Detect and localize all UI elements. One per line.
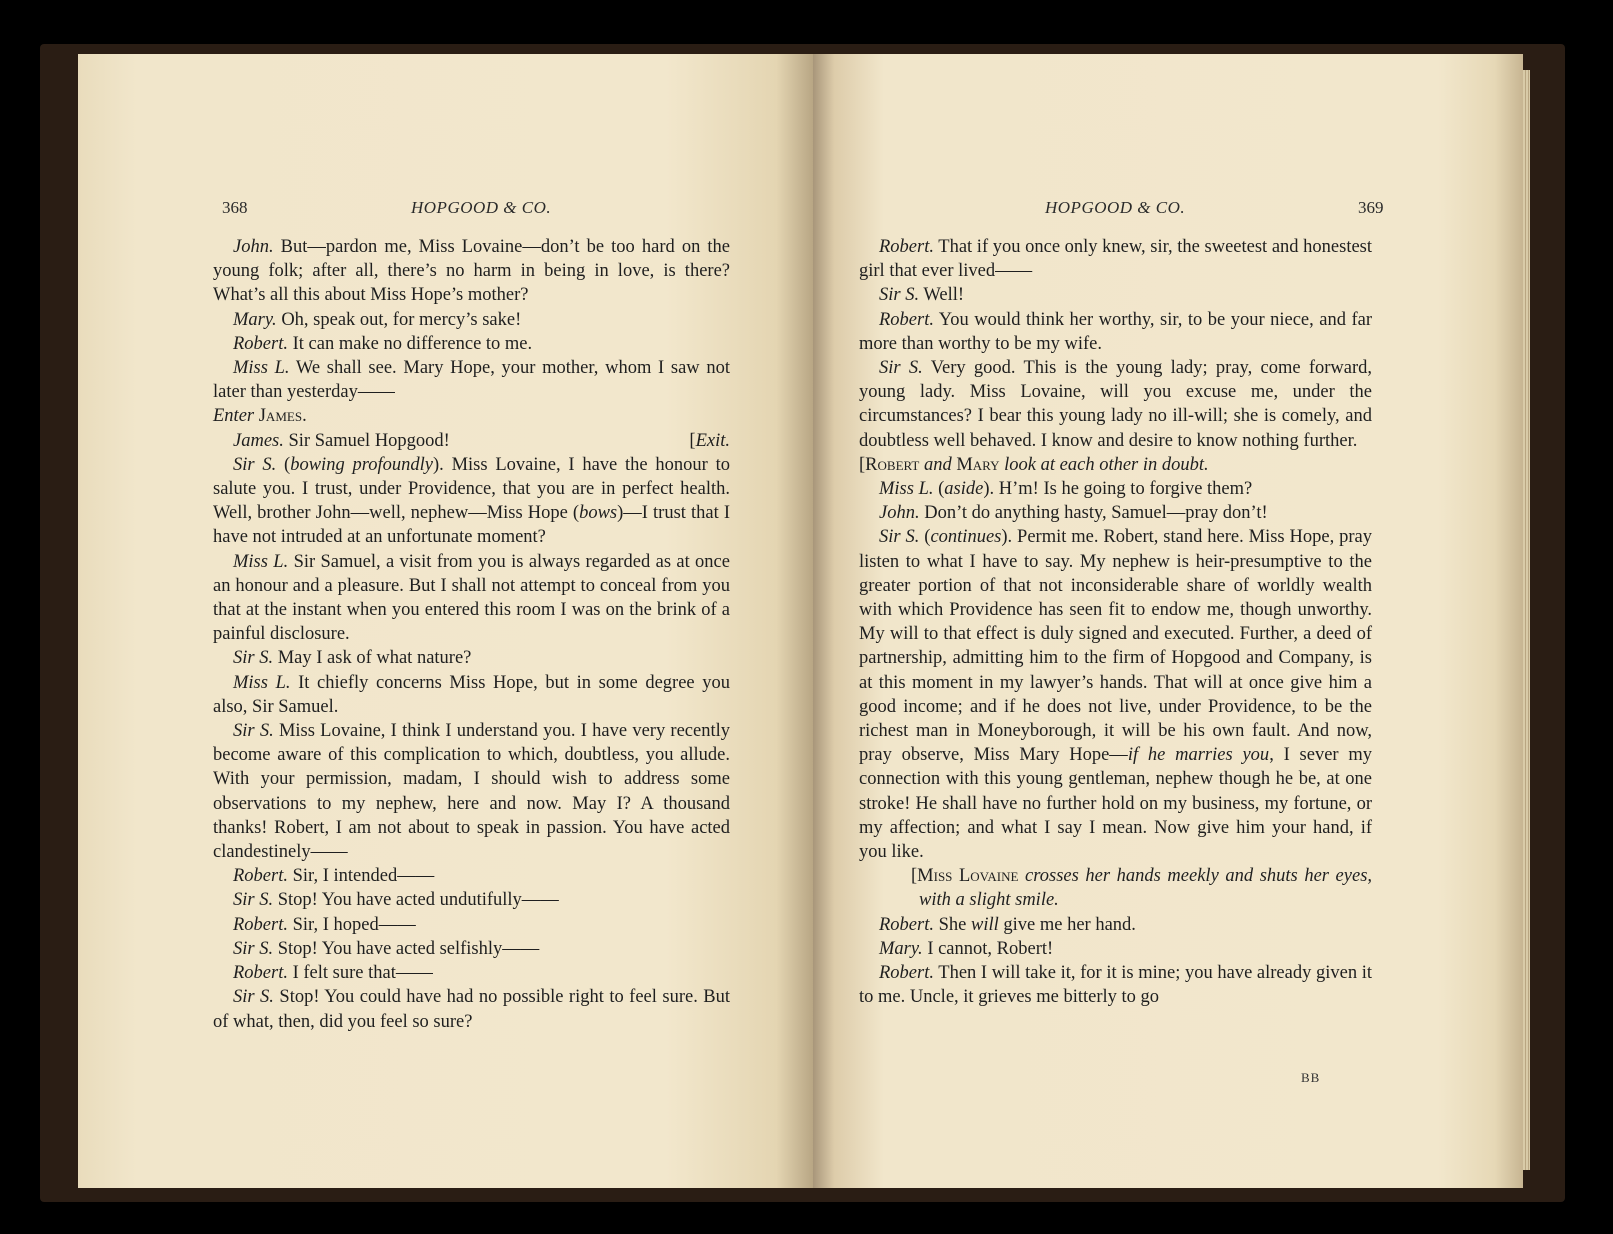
paragraph: Mary. Oh, speak out, for mercy’s sake! [233,309,522,330]
paragraph: Robert. I felt sure that—— [233,963,433,984]
paragraph: Miss L. Sir Samuel, a visit from you is always regarded as at once an honour and a pleasure. But I shall not attempt to conceal from you that at the instant when you entered this room I was on the brink of a painful disclosure. [213,551,730,645]
paragraph: Robert. She will give me her hand. [879,914,1136,935]
paragraph: Miss L. We shall see. Mary Hope, your mother, whom I saw not later than yesterday—— [213,358,730,403]
paragraph: James. Sir Samuel Hopgood! [Exit. [233,430,730,451]
paragraph: Robert. That if you once only knew, sir, the sweetest and honestest girl that ever lived—— [859,237,1373,282]
left-header [78,198,813,222]
paragraph: Robert. It can make no difference to me. [233,333,533,354]
paragraph: John. But—pardon me, Miss Lovaine—don’t be too hard on the young folk; after all, there’s no harm in being in love, is there? What’s all this about Miss Hope’s mother? [213,237,730,306]
paragraph: Robert. Sir, I hoped—— [233,914,416,935]
paragraph: Miss L. (aside). H’m! Is he going to forgive them? [879,479,1253,500]
left-page-text [213,235,730,1034]
right-page [813,54,1523,1188]
paragraph: Sir S. May I ask of what nature? [233,648,472,669]
signature-mark: BB [1301,1070,1321,1085]
paragraph: [Miss Lovaine crosses her hands meekly and shuts her eyes, with a slight smile. [911,866,1373,911]
paragraph: John. Don’t do anything hasty, Samuel—pray don’t! [879,503,1268,524]
left-page-number: 368 [222,198,248,217]
right-running-head: HOPGOOD & CO. [1045,198,1186,217]
paragraph: Robert. You would think her worthy, sir, to be your niece, and far more than worthy to be my wife. [859,309,1372,354]
paragraph: Sir S. (continues). Permit me. Robert, stand here. Miss Hope, pray listen to what I have to say. My nephew is heir-presumptive to the greater portion of that not inconsiderable share of worldly wealth with which Providence has seen fit to endow me, though unworthy. My will to that effect is duly signed and executed. Further, a deed of partnership, admitting him to the firm of Hopgood and Company, is at this moment in my lawyer’s hands. That will at once give him a good income; and if he does not live, under Providence, to be the richest man in Moneyborough, it will be his own fault. And now, pray observe, Miss Mary Hope—if he marries you, I sever my connection with this young gentleman, nephew though he be, at one stroke! He shall have no further hold on my business, my fortune, or my affection; and what I say I mean. Now give him your hand, if you like. [859,527,1372,863]
paragraph: Robert. Then I will take it, for it is mine; you have already given it to me. Uncle, it grieves me bitterly to go [859,963,1372,1008]
paragraph: Sir S. Well! [879,285,965,306]
paragraph: Sir S. Stop! You could have had no possible right to feel sure. But of what, then, did you feel so sure? [213,987,731,1032]
paragraph: Enter James. [213,406,307,427]
paragraph: [Robert and Mary look at each other in doubt. [859,454,1209,475]
left-running-head: HOPGOOD & CO. [411,198,552,217]
left-page [78,54,813,1188]
paragraph: Sir S. Stop! You have acted undutifully—— [233,890,559,911]
right-page-number: 369 [1358,198,1384,217]
paragraph: Miss L. It chiefly concerns Miss Hope, but in some degree you also, Sir Samuel. [213,672,730,717]
paragraph: Sir S. (bowing profoundly). Miss Lovaine, I have the honour to salute you. I trust, under Providence, that you are in perfect health. Well, brother John—well, nephew—Miss Hope (bows)—I trust that I have not intruded at an unfortunate moment? [213,454,731,548]
paragraph: Sir S. Stop! You have acted selfishly—— [233,938,540,959]
right-header [813,198,1523,222]
paragraph: Robert. Sir, I intended—— [233,866,435,887]
right-page-text [859,235,1372,1010]
paragraph: Sir S. Very good. This is the young lady; pray, come forward, young lady. Miss Lovaine, will you excuse me, under the circumstances? I bear this young lady no ill-will; she is comely, and doubtless well behaved. I know and desire to know nothing further. [859,358,1373,451]
paragraph: Sir S. Miss Lovaine, I think I understand you. I have very recently become aware of this complication to which, doubtless, you allude. With your permission, madam, I should wish to address some observations to my nephew, here and now. May I? A thousand thanks! Robert, I am not about to speak in passion. You have acted clandestinely—— [213,721,731,863]
paragraph: Mary. I cannot, Robert! [879,938,1054,959]
